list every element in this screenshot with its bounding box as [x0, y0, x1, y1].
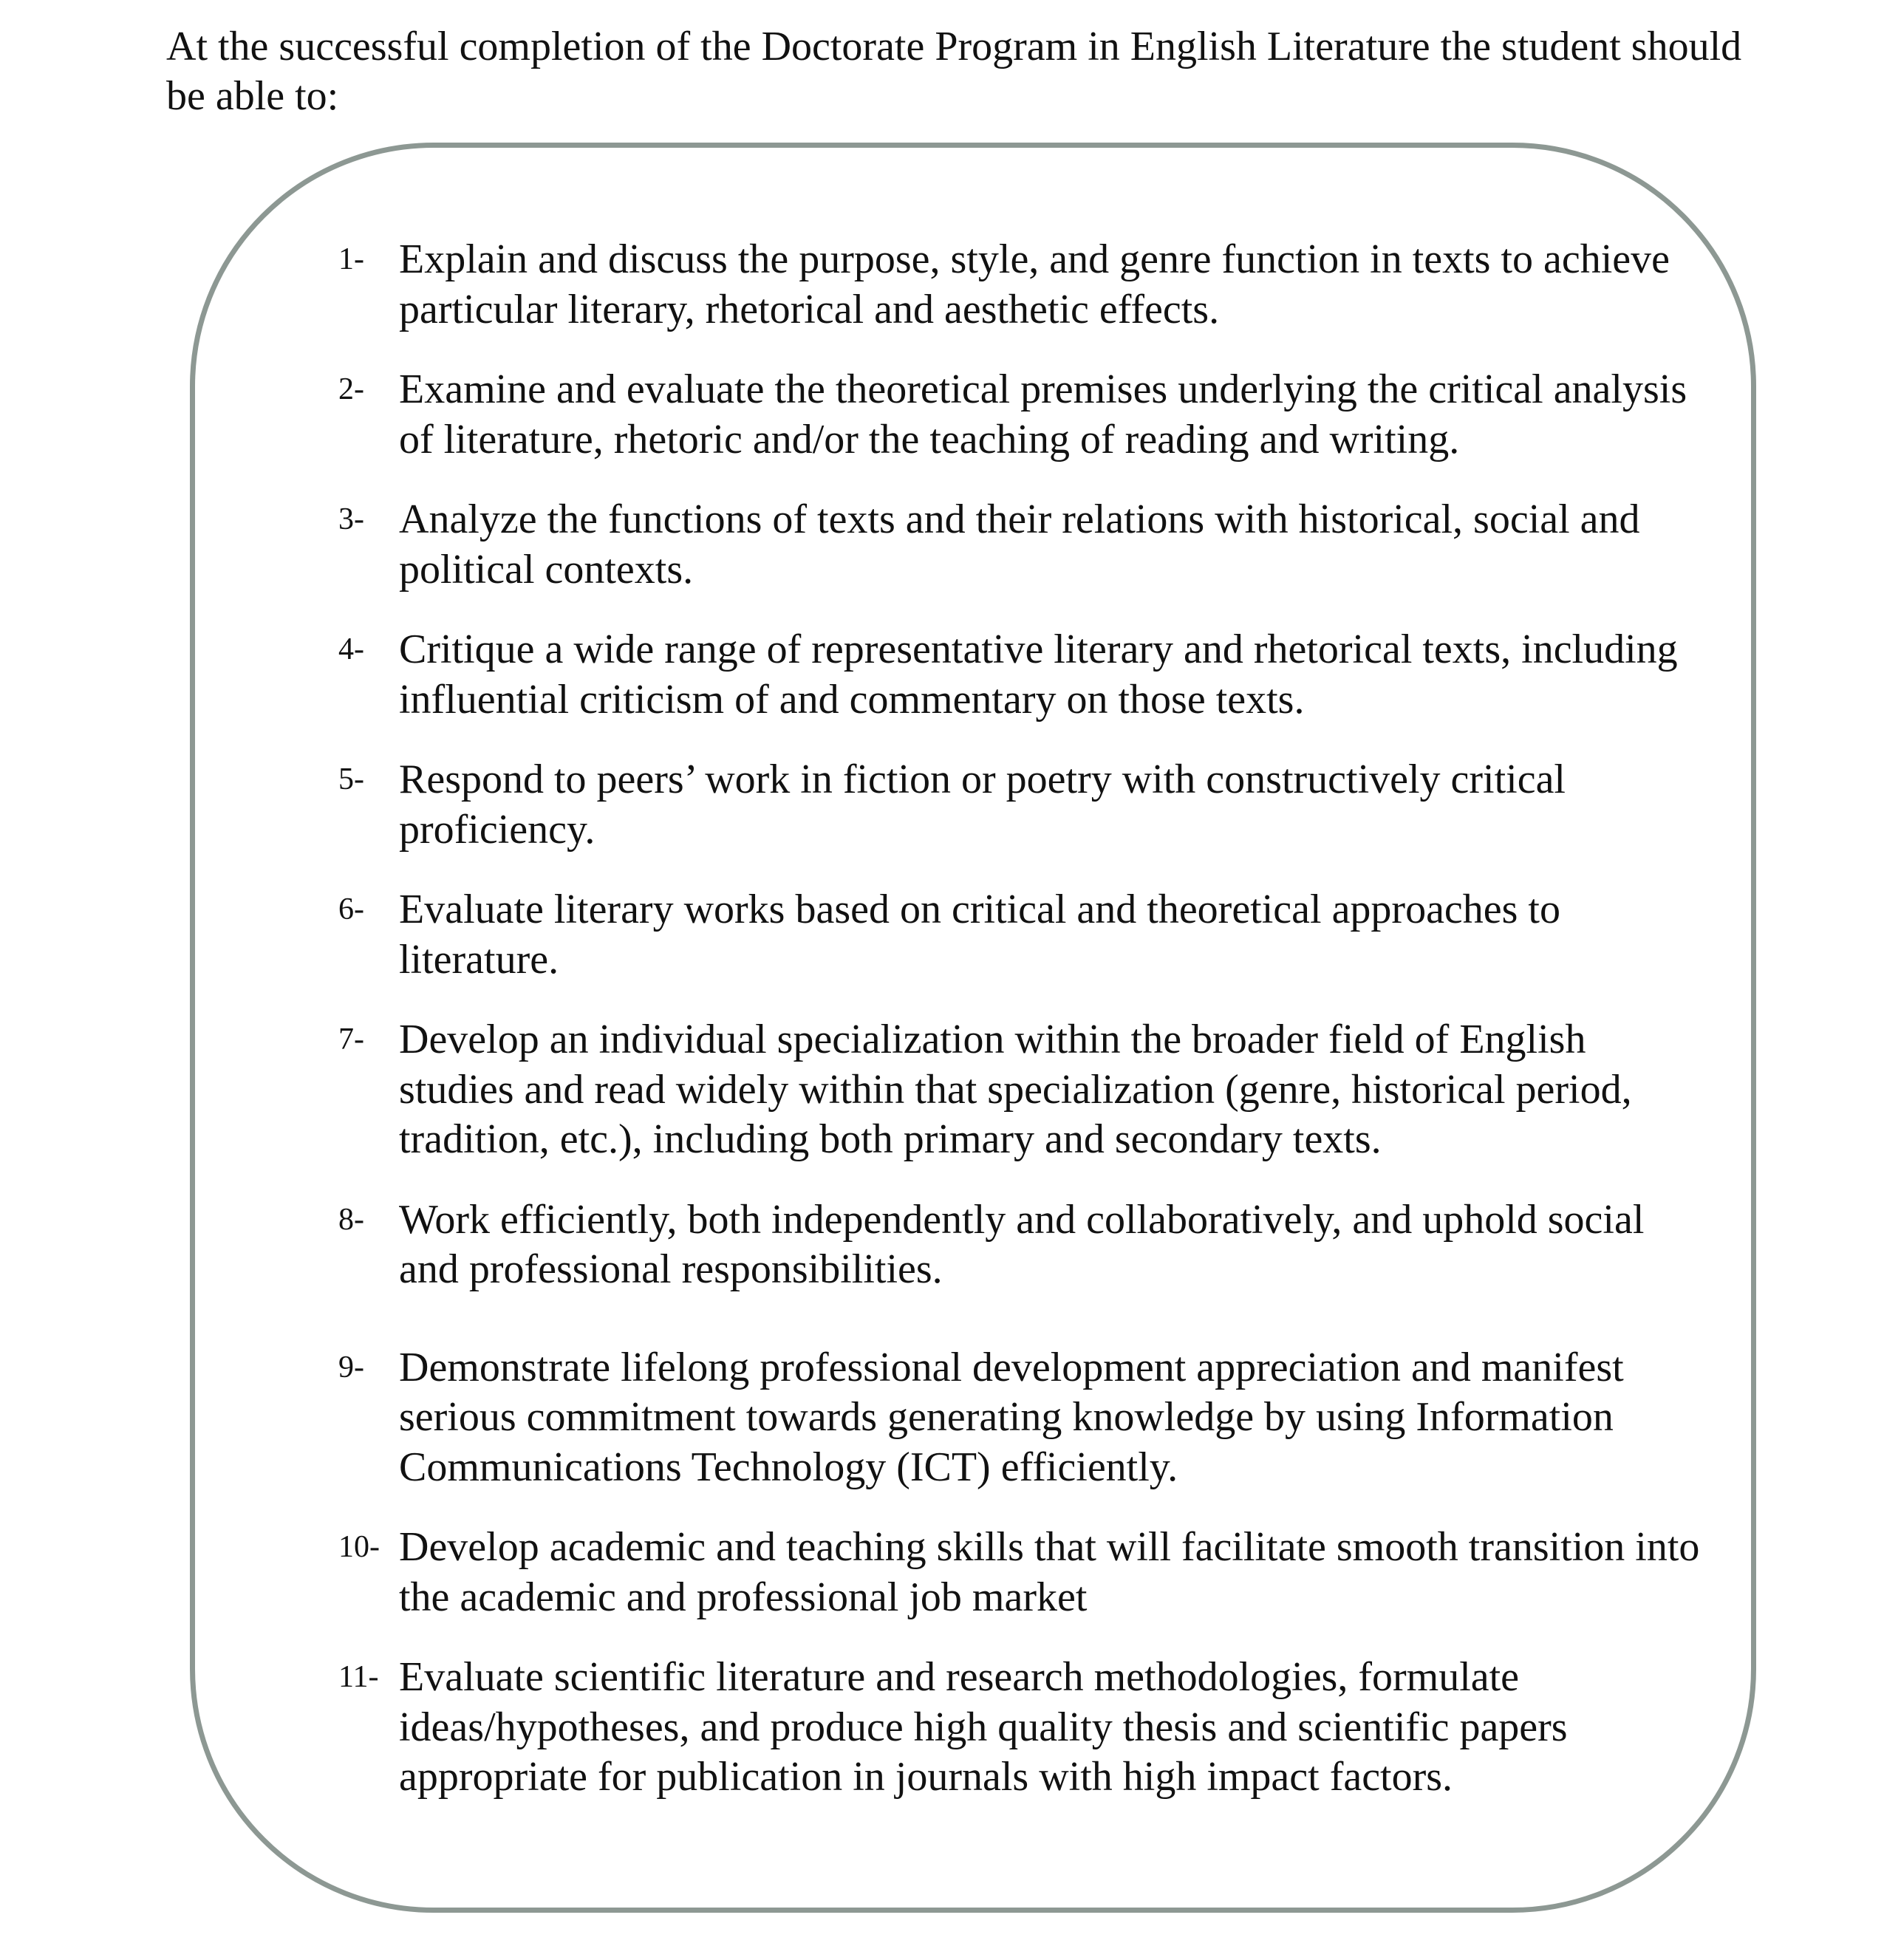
outcome-number: 1- [338, 242, 364, 276]
outcomes-list [338, 235, 1705, 1833]
outcome-number: 9- [338, 1350, 364, 1384]
outcome-number: 4- [338, 632, 364, 666]
outcome-text: Develop an individual specialization within the broader field of English studies and read widely within that specialization (genre, historical period, tradition, etc.), including both primary and secondary texts. [399, 1017, 1632, 1162]
outcome-number: 10- [338, 1530, 380, 1564]
outcome-item [338, 1343, 1705, 1493]
outcome-number: 2- [338, 372, 364, 406]
outcome-item [338, 885, 1705, 985]
outcome-text: Evaluate scientific literature and research methodologies, formulate ideas/hypotheses, and produce high quality thesis and scientific papers appropriate for publication in journals with high impact factors. [399, 1654, 1568, 1800]
outcome-text: Demonstrate lifelong professional development appreciation and manifest serious commitment towards generating knowledge by using Information Communications Technology (ICT) efficiently. [399, 1344, 1624, 1490]
outcome-number: 11- [338, 1660, 379, 1694]
outcome-text: Work efficiently, both independently and collaboratively, and uphold social and professional responsibilities. [399, 1196, 1645, 1292]
outcome-item [338, 755, 1705, 855]
outcome-number: 5- [338, 762, 364, 796]
outcome-text: Examine and evaluate the theoretical premises underlying the critical analysis of literature, rhetoric and/or the teaching of reading and writing. [399, 366, 1687, 462]
outcome-item [338, 365, 1705, 465]
outcome-number: 3- [338, 502, 364, 536]
outcome-item [338, 495, 1705, 595]
outcome-text: Evaluate literary works based on critical and theoretical approaches to literature. [399, 887, 1560, 983]
outcome-item [338, 235, 1705, 335]
outcome-text: Develop academic and teaching skills that will facilitate smooth transition into the academic and professional job market [399, 1524, 1700, 1620]
outcome-number: 6- [338, 892, 364, 926]
outcome-item [338, 1195, 1705, 1295]
outcome-number: 8- [338, 1202, 364, 1237]
outcome-text: Explain and discuss the purpose, style, and genre function in texts to achieve particular literary, rhetorical and aesthetic effects. [399, 236, 1670, 332]
outcome-item [338, 1523, 1705, 1622]
outcome-item [338, 1653, 1705, 1803]
outcome-text: Respond to peers’ work in fiction or poetry with constructively critical proficiency. [399, 757, 1566, 853]
outcome-text: Critique a wide range of representative literary and rhetorical texts, including influential criticism of and commentary on those texts. [399, 626, 1678, 723]
outcome-number: 7- [338, 1022, 364, 1056]
outcome-item [338, 1015, 1705, 1165]
outcome-item [338, 625, 1705, 725]
intro-text: At the successful completion of the Doctorate Program in English Literature the student should be able to: [166, 24, 1742, 119]
outcome-text: Analyze the functions of texts and their relations with historical, social and political contexts. [399, 496, 1640, 593]
